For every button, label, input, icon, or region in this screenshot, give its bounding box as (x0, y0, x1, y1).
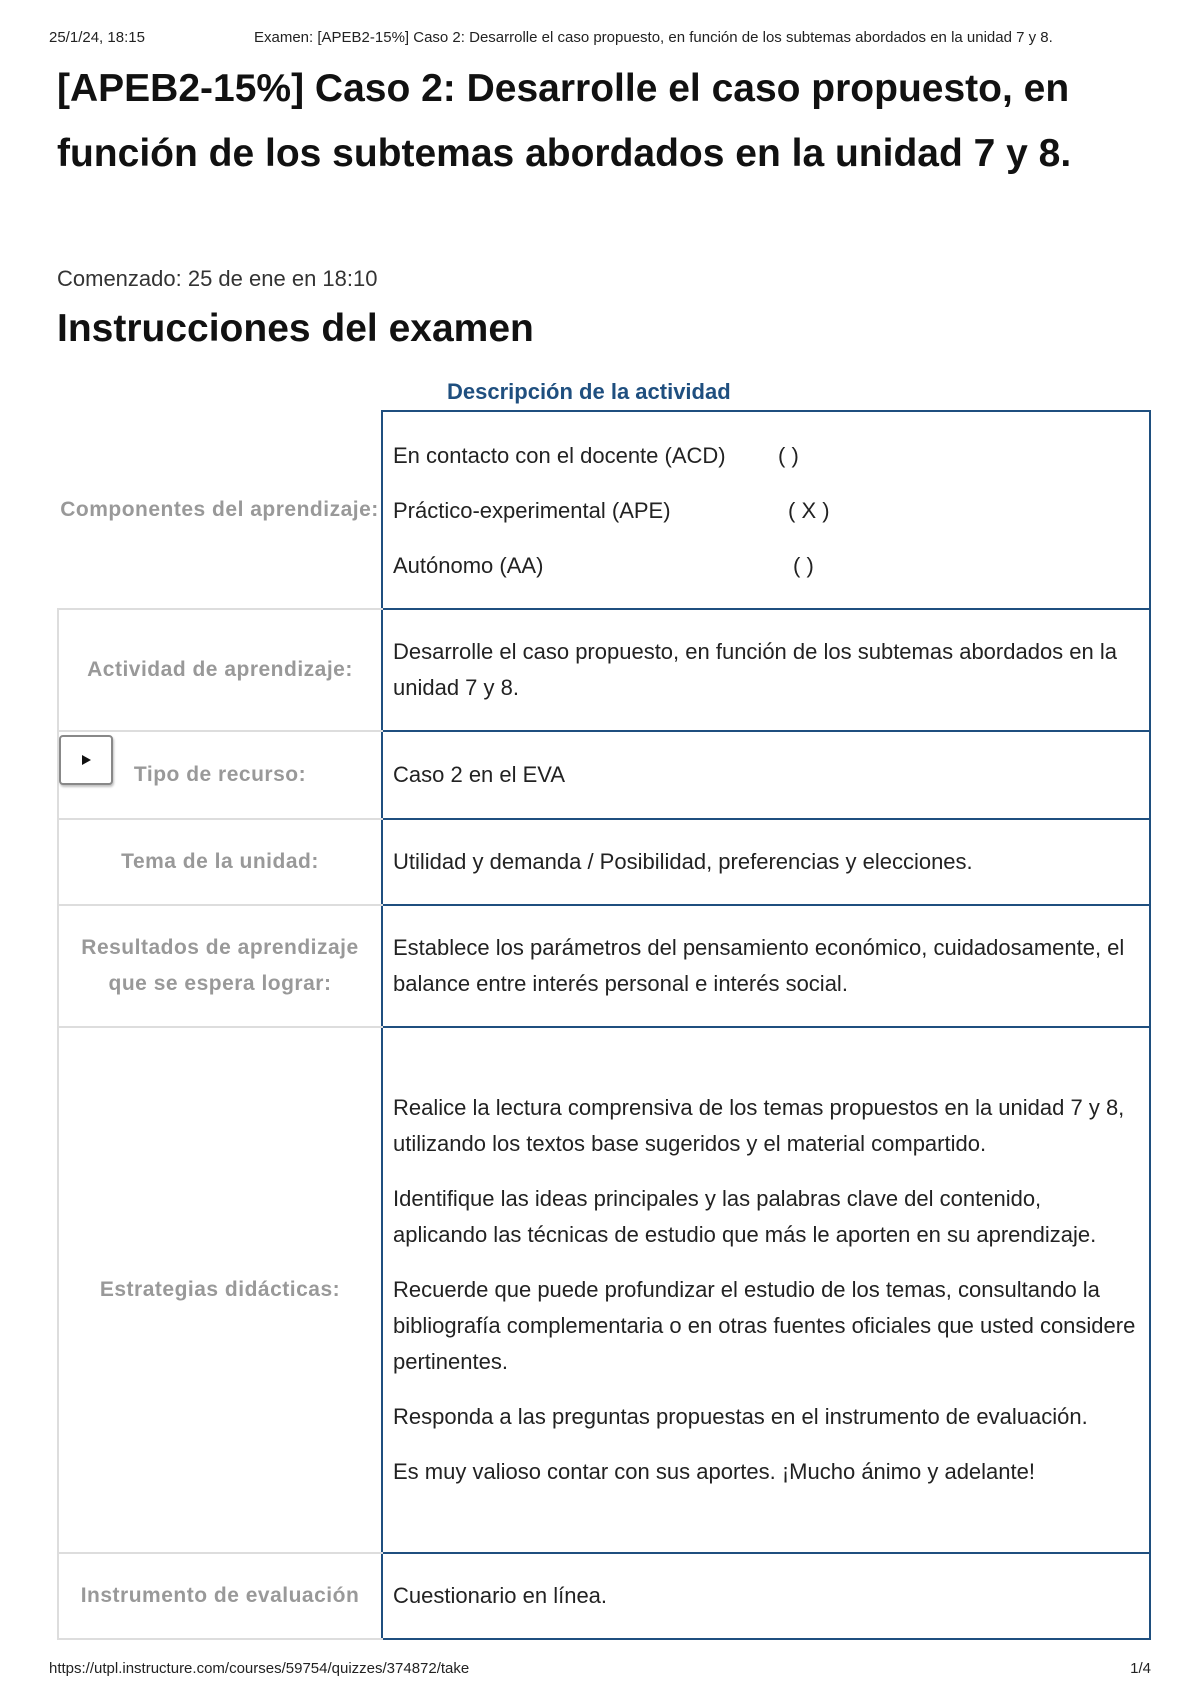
component-mark: ( X ) (788, 497, 830, 523)
component-name: Práctico-experimental (APE) (393, 497, 671, 523)
play-button[interactable] (59, 735, 113, 785)
exam-started-time: Comenzado: 25 de ene en 18:10 (57, 266, 378, 291)
table-row (58, 1027, 1150, 1553)
page-number: 1/4 (1130, 1660, 1151, 1677)
print-footer (49, 1660, 1151, 1680)
component-mark: ( ) (778, 442, 799, 468)
strategy-paragraph: Realice la lectura comprensiva de los temas propuestos en la unidad 7 y 8, utilizando los textos base sugeridos y el material compartido. (393, 1095, 1125, 1156)
component-mark: ( ) (793, 552, 814, 578)
learning-activity-label: Actividad de aprendizaje: (58, 609, 382, 731)
activity-caption-text: Descripción de la actividad (447, 379, 731, 404)
strategy-paragraph: Recuerde que puede profundizar el estudio de los temas, consultando la bibliografía complementaria o en otras fuentes oficiales que usted considere pertinentes. (393, 1277, 1136, 1374)
table-row (58, 731, 1150, 819)
component-name: En contacto con el docente (ACD) (393, 442, 726, 468)
table-row (58, 411, 1150, 609)
strategy-paragraph: Identifique las ideas principales y las palabras clave del contenido, aplicando las técnicas de estudio que más le aporten en su aprendizaje. (393, 1186, 1097, 1247)
strategies-value (382, 1027, 1150, 1553)
play-icon (79, 753, 93, 767)
instrument-value: Cuestionario en línea. (382, 1553, 1150, 1639)
activity-table-caption (57, 376, 1152, 406)
strategy-paragraph: Responda a las preguntas propuestas en el instrumento de evaluación. (393, 1404, 1088, 1429)
strategies-label: Estrategias didácticas: (58, 1027, 382, 1553)
resource-type-value: Caso 2 en el EVA (382, 731, 1150, 819)
unit-topic-value: Utilidad y demanda / Posibilidad, preferencias y elecciones. (382, 819, 1150, 905)
component-name: Autónomo (AA) (393, 552, 544, 578)
component-item (393, 483, 1139, 538)
print-document-title: Examen: [APEB2-15%] Caso 2: Desarrolle el caso propuesto, en función de los subtemas abordados en la unidad 7 y 8. (254, 29, 1053, 46)
resource-type-cell (58, 731, 382, 819)
exam-title: [APEB2-15%] Caso 2: Desarrolle el caso propuesto, en función de los subtemas abordados en la unidad 7 y 8. (57, 67, 1072, 175)
learning-activity-value: Desarrolle el caso propuesto, en función de los subtemas abordados en la unidad 7 y 8. (382, 609, 1150, 731)
activity-description-table (57, 410, 1151, 1640)
print-header (49, 29, 1151, 49)
table-row (58, 905, 1150, 1027)
table-row (58, 1553, 1150, 1639)
components-value (382, 411, 1150, 609)
components-label: Componentes del aprendizaje: (58, 411, 382, 609)
resource-type-label: Tipo de recurso: (133, 763, 307, 786)
expected-results-value: Establece los parámetros del pensamiento económico, cuidadosamente, el balance entre interés personal e interés social. (382, 905, 1150, 1027)
instrument-label: Instrumento de evaluación (58, 1553, 382, 1639)
strategy-paragraph: Es muy valioso contar con sus aportes. ¡Mucho ánimo y adelante! (393, 1459, 1035, 1484)
component-item (393, 538, 1139, 593)
unit-topic-label: Tema de la unidad: (58, 819, 382, 905)
table-row (58, 819, 1150, 905)
page-url: https://utpl.instructure.com/courses/59754/quizzes/374872/take (49, 1660, 470, 1677)
expected-results-label: Resultados de aprendizaje que se espera lograr: (58, 905, 382, 1027)
component-item (393, 428, 1139, 483)
table-row (58, 609, 1150, 731)
print-date: 25/1/24, 18:15 (49, 29, 145, 46)
instructions-heading: Instrucciones del examen (57, 307, 534, 350)
